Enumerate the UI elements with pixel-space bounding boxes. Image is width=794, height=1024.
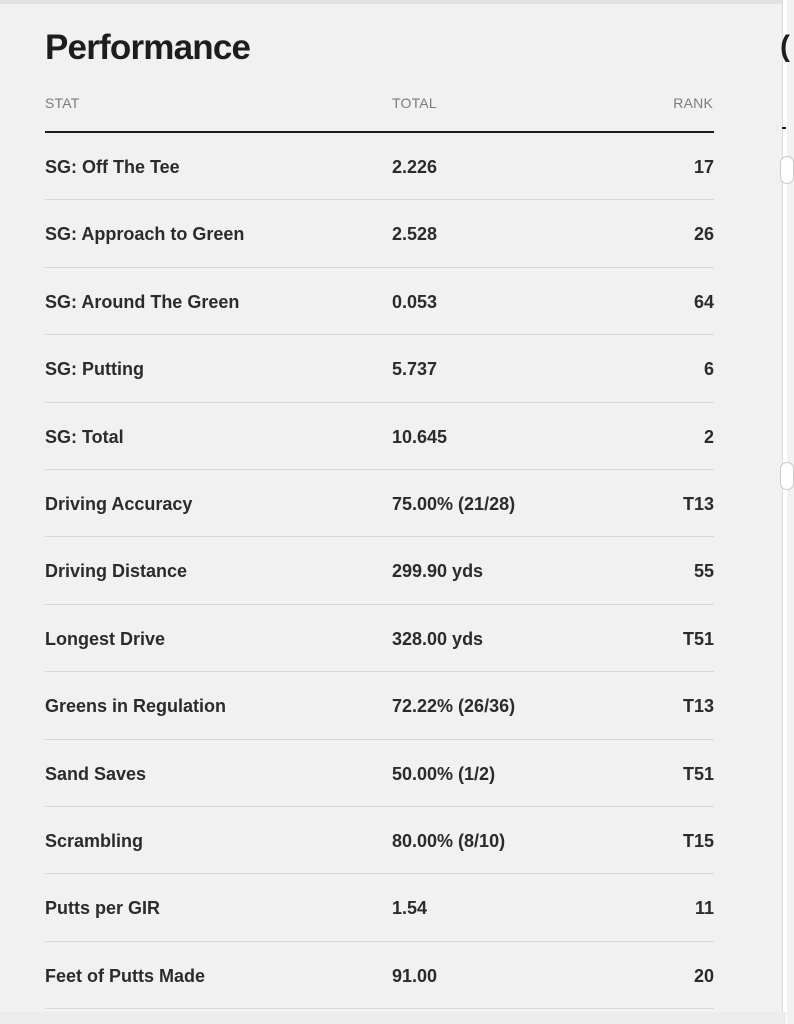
stat-name: Driving Accuracy xyxy=(45,493,193,514)
table-row xyxy=(45,133,714,200)
stat-name: Feet of Putts Made xyxy=(45,965,206,986)
stat-name: Sand Saves xyxy=(45,763,147,784)
table-header xyxy=(45,92,713,130)
stat-total: 75.00% (21/28) xyxy=(392,493,516,514)
stat-name: SG: Off The Tee xyxy=(45,157,180,177)
stat-rank: T13 xyxy=(682,696,714,717)
stat-rank: 64 xyxy=(693,291,714,312)
stat-rank: T15 xyxy=(682,830,714,851)
stat-rank: 20 xyxy=(693,965,714,986)
stat-total: 2.226 xyxy=(392,157,438,177)
stat-total: 2.528 xyxy=(392,224,438,245)
stat-total: 0.053 xyxy=(392,291,438,312)
bottom-edge xyxy=(0,1012,786,1024)
stat-total: 5.737 xyxy=(392,359,438,380)
stat-total: 72.22% (26/36) xyxy=(392,696,516,717)
stats-table-body xyxy=(45,133,714,1009)
performance-title: Performance xyxy=(45,28,251,67)
stat-rank: 6 xyxy=(703,359,714,380)
adjacent-panel-edge xyxy=(780,0,790,1024)
stat-rank: 17 xyxy=(693,157,714,177)
stat-total: 328.00 yds xyxy=(392,628,484,649)
stat-total: 299.90 yds xyxy=(392,561,484,582)
stat-name: Longest Drive xyxy=(45,628,166,649)
table-row xyxy=(45,740,714,807)
adjacent-panel-control[interactable] xyxy=(780,156,794,184)
table-row xyxy=(45,268,714,335)
table-row xyxy=(45,537,714,604)
stat-rank: T13 xyxy=(682,493,714,514)
column-header-total: TOTAL xyxy=(392,95,437,111)
column-header-stat: STAT xyxy=(45,95,80,111)
table-row xyxy=(45,807,714,874)
stat-name: SG: Approach to Green xyxy=(45,224,245,245)
table-row xyxy=(45,874,714,941)
adjacent-panel-title: ( xyxy=(780,30,790,63)
stat-rank: 26 xyxy=(693,224,714,245)
table-row xyxy=(45,605,714,672)
adjacent-panel-control[interactable] xyxy=(780,462,794,490)
stat-rank: T51 xyxy=(682,628,714,649)
stat-total: 1.54 xyxy=(392,898,428,919)
stat-rank: T51 xyxy=(682,763,714,784)
stat-rank: 11 xyxy=(694,898,714,919)
stat-total: 10.645 xyxy=(392,426,448,447)
table-row xyxy=(45,672,714,739)
stat-total: 91.00 xyxy=(392,965,438,986)
stat-name: SG: Around The Green xyxy=(45,291,240,312)
stat-name: Putts per GIR xyxy=(45,898,161,919)
stat-total: 50.00% (1/2) xyxy=(392,763,496,784)
performance-card xyxy=(0,4,782,1024)
table-row xyxy=(45,403,714,470)
stat-name: SG: Putting xyxy=(45,359,144,380)
table-row xyxy=(45,470,714,537)
stat-rank: 55 xyxy=(693,561,714,582)
stat-name: Greens in Regulation xyxy=(45,696,227,717)
table-row xyxy=(45,335,714,402)
stat-name: SG: Total xyxy=(45,426,124,447)
stat-rank: 2 xyxy=(703,426,714,447)
stat-name: Driving Distance xyxy=(45,561,188,582)
stat-name: Scrambling xyxy=(45,830,144,851)
column-header-rank: RANK xyxy=(673,95,713,111)
adjacent-panel-rule xyxy=(782,127,786,129)
stat-total: 80.00% (8/10) xyxy=(392,830,506,851)
table-row xyxy=(45,200,714,267)
table-row xyxy=(45,942,714,1009)
